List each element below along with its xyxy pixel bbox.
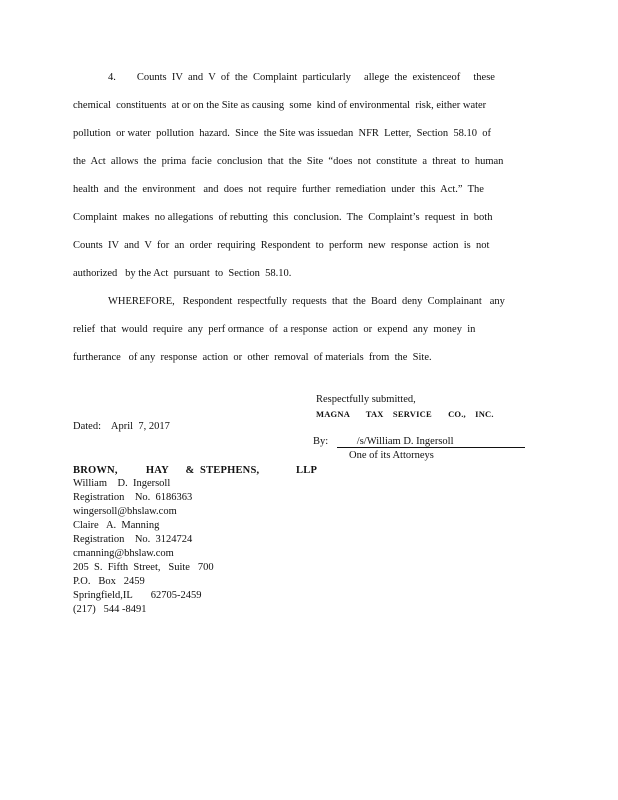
paragraph-4-line-text: pollution or water pollution hazard. Since the Site was issuedan NFR Letter, Section 58.10 of (73, 128, 492, 139)
firm-name: BROWN, HAY & STEPHENS, LLP (73, 465, 318, 476)
attorney-role: One of its Attorneys (349, 450, 434, 461)
firm-email: wingersoll@bhslaw.com (73, 506, 177, 517)
wherefore-line-text: furtherance of any response action or other removal of materials from the Site. (73, 352, 432, 363)
paragraph-4-line-text: Complaint makes no allegations of rebutting this conclusion. The Complaint’s request in both (73, 212, 493, 223)
closing-text: Respectfully submitted, (316, 394, 416, 405)
firm-registration: Registration No. 3124724 (73, 534, 193, 545)
paragraph-4-line (73, 156, 543, 167)
paragraph-4-line (73, 184, 543, 195)
firm-registration: Registration No. 6186363 (73, 492, 193, 503)
paragraph-4-line-text: chemical constituents at or on the Site as causing some kind of environmental risk, either water (73, 100, 487, 111)
company-name: MAGNA TAX SERVICE CO., INC. (316, 409, 494, 419)
wherefore-line (108, 296, 542, 307)
paragraph-4-line (73, 100, 543, 111)
firm-phone: (217) 544 -8491 (73, 604, 147, 615)
by-label: By: (313, 436, 329, 447)
firm-city-state-zip: Springfield,IL 62705-2459 (73, 590, 202, 601)
paragraph-4-line-text: 4. Counts IV and V of the Complaint particularly allege the existenceof these (108, 72, 495, 83)
paragraph-4-line (73, 212, 543, 223)
wherefore-line (73, 324, 543, 335)
wherefore-line-text: relief that would require any perf ormance of a response action or expend any money in (73, 324, 476, 335)
signature-text: /s/William D. Ingersoll (337, 436, 525, 448)
firm-email: cmanning@bhslaw.com (73, 548, 174, 559)
dated-line: Dated: April 7, 2017 (73, 421, 170, 432)
paragraph-4-line-text: the Act allows the prima facie conclusion that the Site “does not constitute a threat to human (73, 156, 504, 167)
firm-attorney-name: Claire A. Manning (73, 520, 160, 531)
paragraph-4-line (73, 268, 543, 279)
signature-line (313, 436, 525, 448)
paragraph-4-line-text: Counts IV and V for an order requiring Respondent to perform new response action is not (73, 240, 490, 251)
paragraph-4-line-text: health and the environment and does not require further remediation under this Act.” The (73, 184, 484, 195)
paragraph-4-line (73, 240, 543, 251)
firm-attorney-name: William D. Ingersoll (73, 478, 171, 489)
wherefore-line (73, 352, 543, 363)
paragraph-4-line-text: authorized by the Act pursuant to Section 58.10. (73, 268, 292, 279)
firm-po-box: P.O. Box 2459 (73, 576, 145, 587)
firm-street-address: 205 S. Fifth Street, Suite 700 (73, 562, 214, 573)
paragraph-4-line (73, 128, 543, 139)
paragraph-4-line (108, 72, 534, 83)
wherefore-line-text: WHEREFORE, Respondent respectfully requests that the Board deny Complainant any (108, 296, 505, 307)
